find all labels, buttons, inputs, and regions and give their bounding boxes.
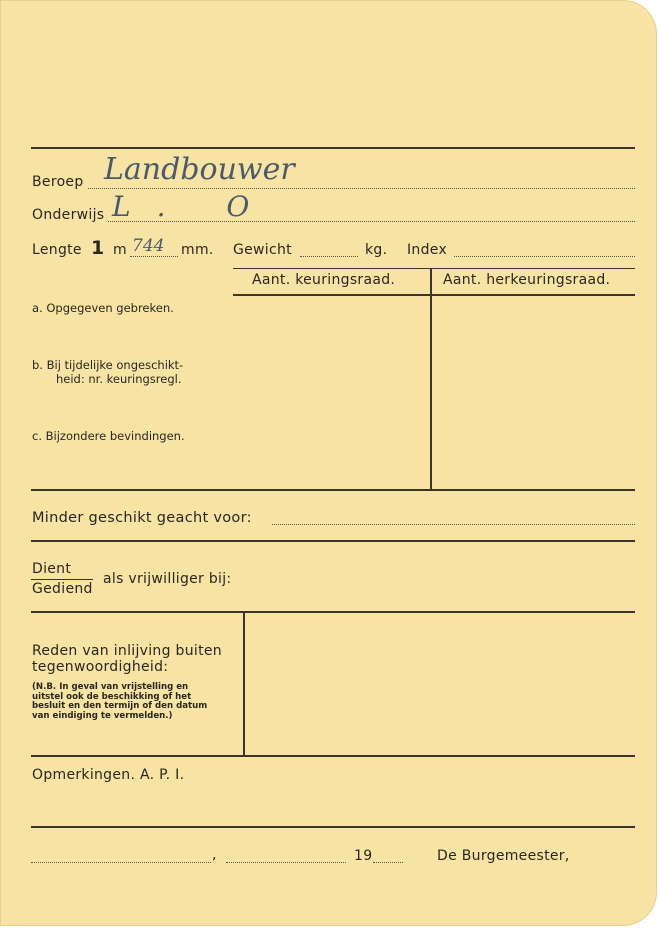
minder-geschikt-label: Minder geschikt geacht voor: bbox=[32, 510, 252, 526]
reden-line2: tegenwoordigheid: bbox=[32, 659, 169, 675]
section-rule-3 bbox=[31, 611, 635, 613]
burgemeester-label: De Burgemeester, bbox=[437, 848, 570, 864]
lengte-label: Lengte bbox=[32, 242, 82, 258]
reden-divider bbox=[243, 611, 245, 755]
table-divider bbox=[430, 268, 432, 490]
gewicht-line bbox=[300, 256, 358, 257]
reden-line1: Reden van inlijving buiten bbox=[32, 643, 222, 659]
beroep-handwritten: Landbouwer bbox=[104, 152, 295, 187]
minder-geschikt-line bbox=[272, 524, 635, 525]
table-header-rule bbox=[233, 294, 635, 296]
date-line bbox=[226, 862, 346, 863]
nb-line2: uitstel ook de beschikking of het bbox=[32, 691, 192, 702]
section-rule-1 bbox=[31, 489, 635, 491]
top-rule bbox=[31, 147, 635, 149]
col-herkeuringsraad: Aant. herkeuringsraad. bbox=[443, 272, 611, 288]
nb-note bbox=[32, 683, 240, 721]
lengte-mm-line bbox=[130, 256, 178, 257]
kg-label: kg. bbox=[365, 242, 388, 258]
lengte-meters: 1 bbox=[91, 237, 105, 259]
vrijwilliger-label: als vrijwilliger bij: bbox=[103, 571, 232, 587]
dient-label: Dient bbox=[32, 561, 72, 577]
nb-line1: (N.B. In geval van vrijstelling en bbox=[32, 682, 189, 692]
m-label: m bbox=[113, 242, 127, 258]
table-top-rule bbox=[233, 268, 635, 269]
index-label: Index bbox=[407, 242, 448, 258]
lengte-mm-handwritten: 744 bbox=[132, 236, 165, 256]
fraction-bar bbox=[31, 579, 93, 580]
item-c: c. Bijzondere bevindingen. bbox=[32, 429, 185, 443]
mm-label: mm. bbox=[181, 242, 214, 258]
col-keuringsraad: Aant. keuringsraad. bbox=[252, 272, 396, 288]
onderwijs-handwritten: L. O bbox=[112, 190, 276, 223]
beroep-line bbox=[88, 188, 635, 189]
year-line bbox=[373, 862, 403, 863]
onderwijs-label: Onderwijs bbox=[32, 207, 105, 223]
beroep-label: Beroep bbox=[32, 174, 84, 190]
opmerkingen-label: Opmerkingen. A. P. I. bbox=[32, 767, 185, 783]
section-rule-4 bbox=[31, 755, 635, 757]
gewicht-label: Gewicht bbox=[233, 242, 292, 258]
comma: , bbox=[212, 847, 217, 863]
nb-line4: van eindiging te vermelden.) bbox=[32, 710, 173, 721]
year-prefix: 19 bbox=[354, 848, 373, 864]
index-line bbox=[454, 256, 635, 257]
section-rule-5 bbox=[31, 826, 635, 828]
gediend-label: Gediend bbox=[32, 581, 93, 597]
place-line bbox=[31, 862, 211, 863]
nb-line3: besluit en den termijn of den datum bbox=[32, 701, 208, 712]
item-a: a. Opgegeven gebreken. bbox=[32, 301, 174, 315]
item-b-line1: b. Bij tijdelijke ongeschikt- bbox=[32, 358, 184, 372]
item-b-line2: heid: nr. keuringsregl. bbox=[56, 372, 182, 386]
section-rule-2 bbox=[31, 540, 635, 542]
